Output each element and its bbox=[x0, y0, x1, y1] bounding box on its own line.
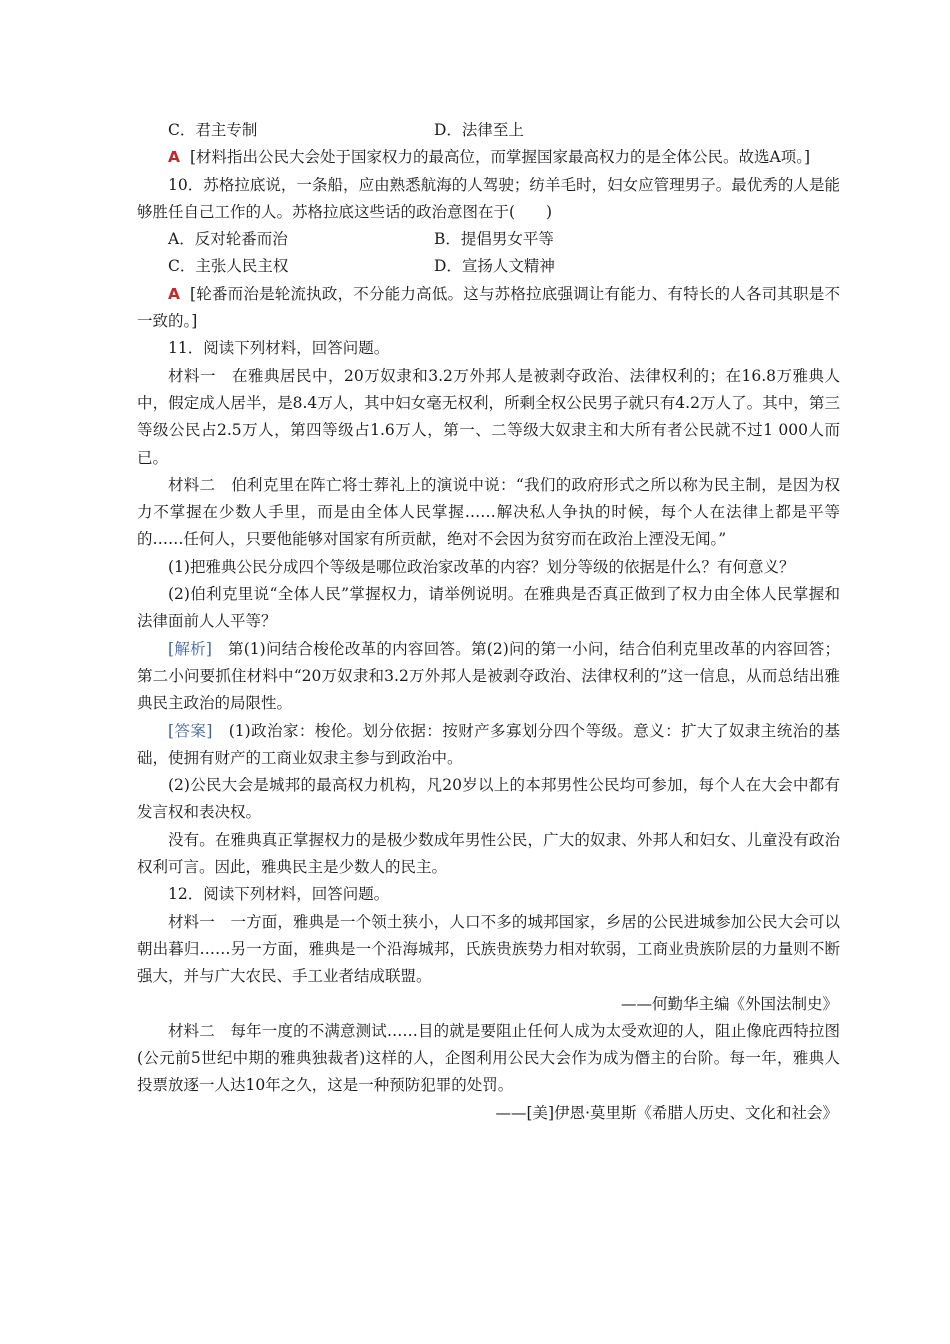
q11-subquestion-1: (1)把雅典公民分成四个等级是哪位政治家改革的内容？划分等级的依据是什么？有何意义？ bbox=[168, 557, 795, 576]
q9-answer-letter: A bbox=[168, 148, 180, 167]
q11-answer-2: (2)公民大会是城邦的最高权力机构，凡20岁以上的本邦男性公民均可参加，每个人在大会中都有发言权和表决权。 bbox=[137, 776, 840, 822]
q10-option-c: C．主张人民主权 bbox=[168, 257, 289, 276]
analysis-tag: [解析] bbox=[168, 639, 212, 658]
q12-material-2: 材料二 每年一度的不满意测试……目的就是要阻止任何人成为太受欢迎的人，阻止像庇西特拉图(公元前5世纪中期的雅典独裁者)这样的人，企图利用公民大会作为成为僭主的台阶。每一年，雅典人投票放逐一人达10年之久，这是一种预防犯罪的处罚。 bbox=[137, 1021, 840, 1095]
q12-source-2: ——[美]伊恩·莫里斯《希腊人历史、文化和社会》 bbox=[495, 1103, 838, 1122]
q11-answer-1 bbox=[137, 718, 840, 773]
q10-options-ab bbox=[137, 226, 840, 253]
q10-stem: 10．苏格拉底说，一条船，应由熟悉航海的人驾驶；纺羊毛时，妇女应管理男子。最优秀的人是能够胜任自己工作的人。苏格拉底这些话的政治意图在于( ) bbox=[137, 175, 840, 221]
q11-analysis-text: 第(1)问结合梭伦改革的内容回答。第(2)问的第一小问，结合伯利克里改革的内容回答；第二小问要抓住材料中“20万奴隶和3.2万外邦人是被剥夺政治、法律权利的”这一信息，从而总结出雅典民主政治的局限性。 bbox=[137, 639, 840, 713]
q10-options-cd bbox=[137, 253, 840, 280]
q9-option-c: C．君主专制 bbox=[168, 121, 258, 139]
q9-explanation: [材料指出公民大会处于国家权力的最高位，而掌握国家最高权力的是全体公民。故选A项。] bbox=[190, 148, 811, 167]
q9-answer-block bbox=[137, 144, 840, 171]
q10-option-a: A．反对轮番而治 bbox=[168, 230, 288, 249]
q12-stem: 12．阅读下列材料，回答问题。 bbox=[168, 885, 390, 904]
q10-explanation: [轮番而治是轮流执政，不分能力高低。这与苏格拉底强调让有能力、有特长的人各司其职是不一致的。] bbox=[137, 284, 840, 331]
q12-material-1: 材料一 一方面，雅典是一个领土狭小，人口不多的城邦国家，乡居的公民进城参加公民大会可以朝出暮归……另一方面，雅典是一个沿海城邦，氏族贵族势力相对软弱，工商业贵族阶层的力量则不断强大，并与广大农民、手工业者结成联盟。 bbox=[137, 912, 840, 986]
q10-answer-letter: A bbox=[168, 284, 180, 303]
q10-option-d: D．宣扬人文精神 bbox=[434, 257, 555, 276]
q12-source-1: ——何勤华主编《外国法制史》 bbox=[620, 994, 838, 1013]
q11-answer-1-text: (1)政治家：梭伦。划分依据：按财产多寡划分四个等级。意义：扩大了奴隶主统治的基础，使拥有财产的工商业奴隶主参与到政治中。 bbox=[137, 721, 840, 767]
q11-answer-3: 没有。在雅典真正掌握权力的是极少数成年男性公民，广大的奴隶、外邦人和妇女、儿童没有政治权利可言。因此，雅典民主是少数人的民主。 bbox=[137, 830, 840, 877]
q10-answer-block bbox=[137, 281, 840, 336]
q11-material-1: 材料一 在雅典居民中，20万奴隶和3.2万外邦人是被剥夺政治、法律权利的；在16.8万雅典人中，假定成人居半，是8.4万人，其中妇女毫无权利，所剩全权公民男子就只有4.2万人了。其中，第三等级公民占2.5万人，第四等级占1.6万人，第一、二等级大奴隶主和大所有者公民就不过1 000人而已。 bbox=[137, 366, 840, 467]
q9-option-d: D．法律至上 bbox=[434, 121, 524, 139]
q11-subquestion-2: (2)伯利克里说“全体人民”掌握权力，请举例说明。在雅典是否真正做到了权力由全体人民掌握和法律面前人人平等？ bbox=[137, 585, 840, 631]
q11-stem: 11．阅读下列材料，回答问题。 bbox=[168, 339, 390, 358]
q11-analysis bbox=[137, 636, 840, 718]
q11-material-2: 材料二 伯利克里在阵亡将士葬礼上的演说中说：“我们的政府形式之所以称为民主制，是因为权力不掌握在少数人手里，而是由全体人民掌握……解决私人争执的时候，每个人在法律上都是平等的……任何人，只要他能够对国家有所贡献，绝对不会因为贫穷而在政治上湮没无闻。” bbox=[137, 475, 840, 549]
answer-tag: [答案] bbox=[168, 721, 213, 740]
q9-options-cd bbox=[137, 117, 840, 144]
q10-option-b: B．提倡男女平等 bbox=[434, 230, 554, 249]
